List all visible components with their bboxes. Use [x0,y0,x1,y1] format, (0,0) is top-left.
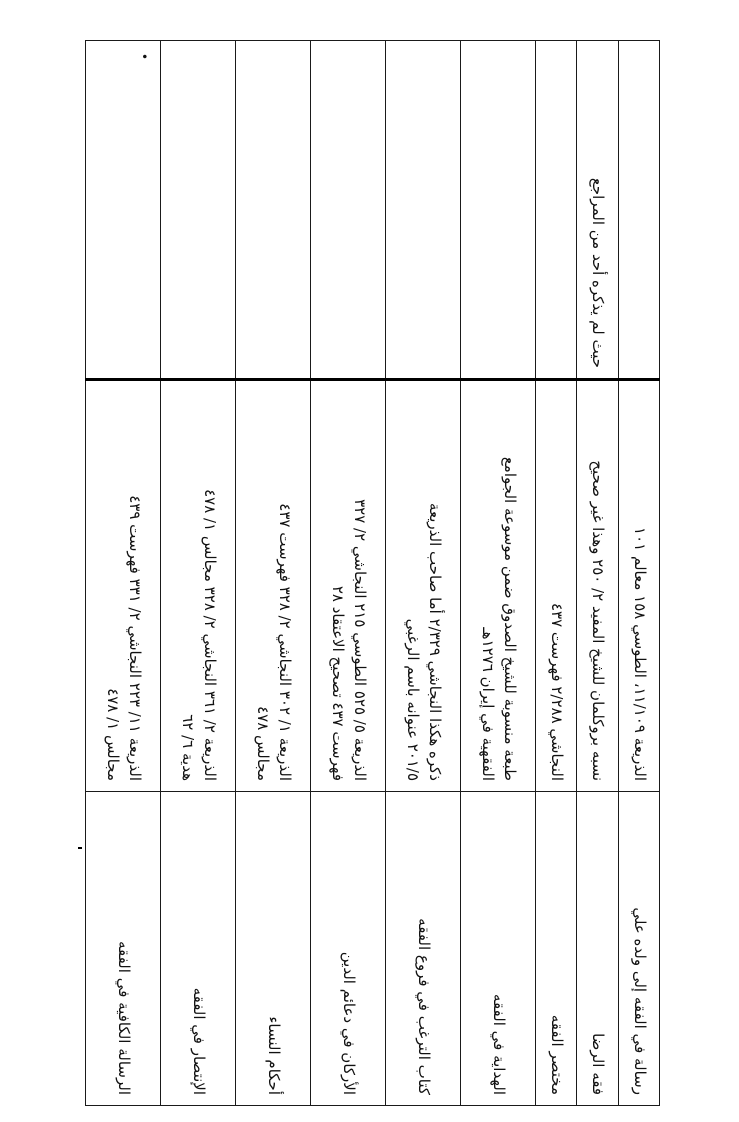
note-cell [460,41,535,380]
refs-cell: الذريعة ٢/ ٣٦١ النجاشي ٢/ ٣٢٨ مجالس ١/ ٤٧٨ هدية ٦/ ٦٢ [161,380,236,792]
title-cell: مختصر الفقه [535,792,576,1106]
rotated-table-container [85,40,660,1095]
title-cell: فقه الرضا [577,792,618,1106]
refs-cell: النجاشي ٢/٢٨٨ فهرست ٤٣٧ [535,380,576,792]
note-cell [311,41,386,380]
bibliography-table [85,40,660,1106]
table-row [618,41,659,1106]
note-cell [86,41,161,380]
refs-cell: الذريعة ١/ ٣٠٢ النجاشي ٢/ ٣٢٨ فهرست ٤٣٧ مجالس ٤٧٨ [236,380,311,792]
note-cell: حيث لم يذكره أحد من المراجع [577,41,618,380]
note-cell [535,41,576,380]
table-row [161,41,236,1106]
title-cell: الهداية في الفقه [460,792,535,1106]
table-row [86,41,161,1106]
bullet-mark: • [137,53,152,61]
title-cell: كتاب الترغب في فروع الفقه [386,792,461,1106]
refs-cell: الذريعة ٥/ ٥٢٥ الطوسي ٢١٥ النجاشي ٢/ ٣٢٧ فهرست ٤٣٧ تصحيح الاعتقاد ٢٨ [311,380,386,792]
margin-mark [78,847,82,849]
title-cell: الرسالة الكافية في الفقه [86,792,161,1106]
note-cell [618,41,659,380]
refs-cell: طبعة منسوبة للشيخ الصدوق ضمن موسوعة الجوامع الفقهية في إيران ١٢٧٦هـ [460,380,535,792]
note-cell [161,41,236,380]
note-cell [236,41,311,380]
table-row [386,41,461,1106]
refs-cell: الذريعة ١١/ ٢٢٣ النجاشي ٢/ ٣٣١ فهرست ٤٣٩ مجالس ١/ ٤٧٨ [86,380,161,792]
note-cell [386,41,461,380]
title-cell: رسالة في الفقه إلى ولده علي [618,792,659,1106]
table-row [311,41,386,1106]
table-row [535,41,576,1106]
table-row [577,41,618,1106]
title-cell: أحكام النساء [236,792,311,1106]
table-row [460,41,535,1106]
refs-cell: ذكره هكذا النجاشي ٢/٣٢٩ أما صاحب الذريعة ٢٠١/٥ عنوانه باسم الرغبي [386,380,461,792]
refs-cell: نسبه بروكلمان للشيخ المفيد ٢/ ٢٥٠ وهذا غير صحيح [577,380,618,792]
title-cell: الأركان في دعائم الدين [311,792,386,1106]
table-row [236,41,311,1106]
refs-cell: الذريعة ١١/١٠٩، الطوسي ١٥٨ معالم ١٠١ [618,380,659,792]
title-cell: الإنتصار في الفقه [161,792,236,1106]
